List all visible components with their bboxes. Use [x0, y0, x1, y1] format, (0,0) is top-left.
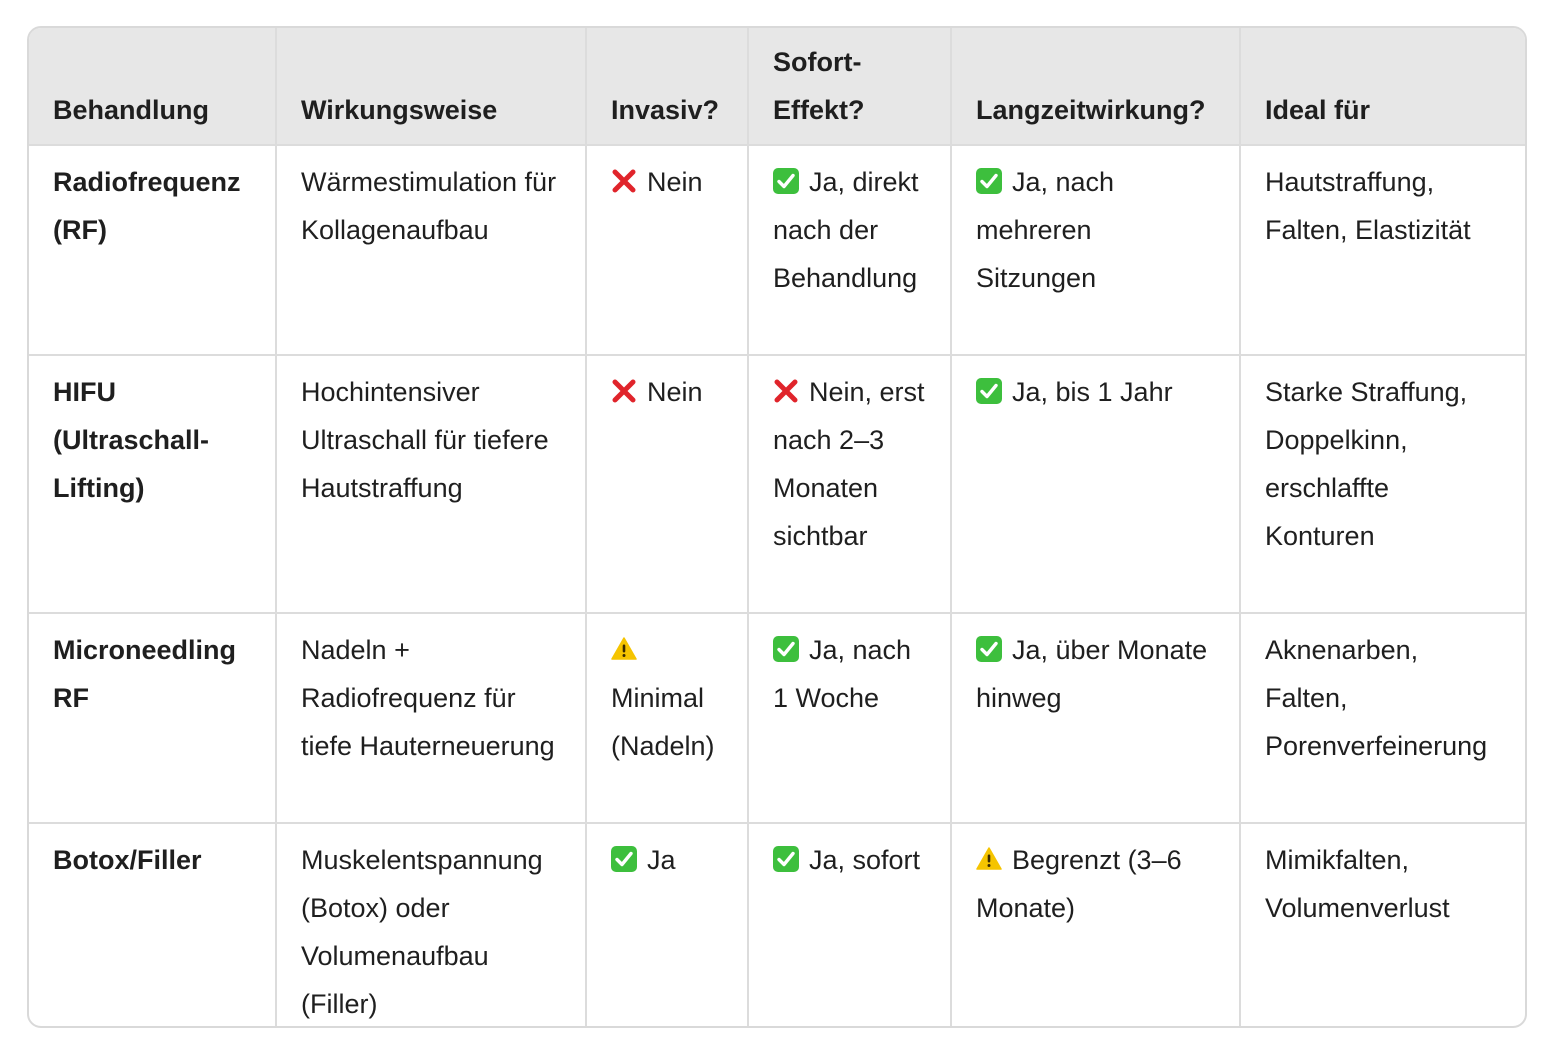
cell-sofort-text: Ja, nach 1 Woche — [773, 635, 912, 713]
cell-invasiv — [586, 355, 748, 613]
check-mark-icon — [976, 636, 1002, 662]
cell-behandlung: Botox/Filler — [29, 823, 276, 1028]
cell-sofort-effekt — [748, 355, 951, 613]
cell-invasiv — [586, 823, 748, 1028]
table-header-row — [29, 28, 1525, 145]
cell-behandlung: Microneedling RF — [29, 613, 276, 823]
cell-invasiv-text: Nein — [647, 377, 703, 407]
cell-sofort-text: Ja, direkt nach der Behandlung — [773, 167, 919, 293]
header-sofort-effekt: Sofort-Effekt? — [748, 28, 951, 145]
cell-invasiv-text: Minimal (Nadeln) — [611, 683, 715, 761]
cell-ideal-fuer: Aknenarben, Falten, Porenverfeinerung — [1240, 613, 1525, 823]
comparison-table-container — [27, 26, 1527, 1028]
cross-mark-icon — [611, 168, 637, 194]
check-mark-icon — [976, 168, 1002, 194]
cross-mark-icon — [773, 378, 799, 404]
cell-invasiv-text: Nein — [647, 167, 703, 197]
table-row — [29, 823, 1525, 1028]
cell-ideal-fuer: Mimikfalten, Volumenverlust — [1265, 845, 1450, 923]
cell-sofort-effekt — [748, 613, 951, 823]
check-mark-icon — [773, 846, 799, 872]
cell-sofort-effekt — [748, 145, 951, 355]
cell-sofort-text: Ja, sofort — [809, 845, 921, 875]
table-row — [29, 355, 1525, 613]
check-mark-icon — [773, 636, 799, 662]
cell-langzeit-text: Ja, über Monate hinweg — [976, 635, 1208, 713]
header-langzeitwirkung: Langzeitwirkung? — [951, 28, 1240, 145]
check-mark-icon — [773, 168, 799, 194]
cell-wirkungsweise: Muskelentspannung (Botox) oder Volumenaufbau (Filler) — [276, 823, 586, 1028]
cell-invasiv — [586, 613, 748, 823]
cell-wirkungsweise: Hochintensiver Ultraschall für tiefere Hautstraffung — [276, 355, 586, 613]
cell-langzeitwirkung — [951, 823, 1240, 1028]
cell-sofort-text: Nein, erst nach 2–3 Monaten sichtbar — [773, 377, 925, 551]
cell-langzeitwirkung — [951, 355, 1240, 613]
comparison-table — [29, 28, 1525, 1028]
cell-langzeit-text: Ja, bis 1 Jahr — [1012, 377, 1173, 407]
table-row — [29, 145, 1525, 355]
cell-ideal-fuer: Hautstraffung, Falten, Elastizität — [1240, 145, 1525, 355]
cell-langzeit-text: Ja, nach mehreren Sitzungen — [976, 167, 1115, 293]
warning-icon — [611, 636, 637, 662]
cross-mark-icon — [611, 378, 637, 404]
check-mark-icon — [976, 378, 1002, 404]
cell-langzeitwirkung — [951, 145, 1240, 355]
cell-invasiv — [586, 145, 748, 355]
cell-ideal-fuer: Starke Straffung, Doppelkinn, erschlaffte Konturen — [1240, 355, 1525, 613]
cell-sofort-effekt — [748, 823, 951, 1028]
header-behandlung: Behandlung — [29, 28, 276, 145]
table-row — [29, 613, 1525, 823]
warning-icon — [976, 846, 1002, 872]
cell-wirkungsweise: Nadeln + Radiofrequenz für tiefe Hauterneuerung — [276, 613, 586, 823]
cell-behandlung: HIFU (Ultraschall-Lifting) — [29, 355, 276, 613]
header-ideal-fuer: Ideal für — [1240, 28, 1525, 145]
header-invasiv: Invasiv? — [586, 28, 748, 145]
cell-behandlung: Radiofrequenz (RF) — [29, 145, 276, 355]
cell-langzeitwirkung — [951, 613, 1240, 823]
cell-wirkungsweise: Wärmestimulation für Kollagenaufbau — [276, 145, 586, 355]
cell-invasiv-text: Ja — [647, 845, 676, 875]
header-wirkungsweise: Wirkungsweise — [276, 28, 586, 145]
cell-langzeit-text: Begrenzt (3–6 Monate) — [976, 845, 1182, 923]
check-mark-icon — [611, 846, 637, 872]
